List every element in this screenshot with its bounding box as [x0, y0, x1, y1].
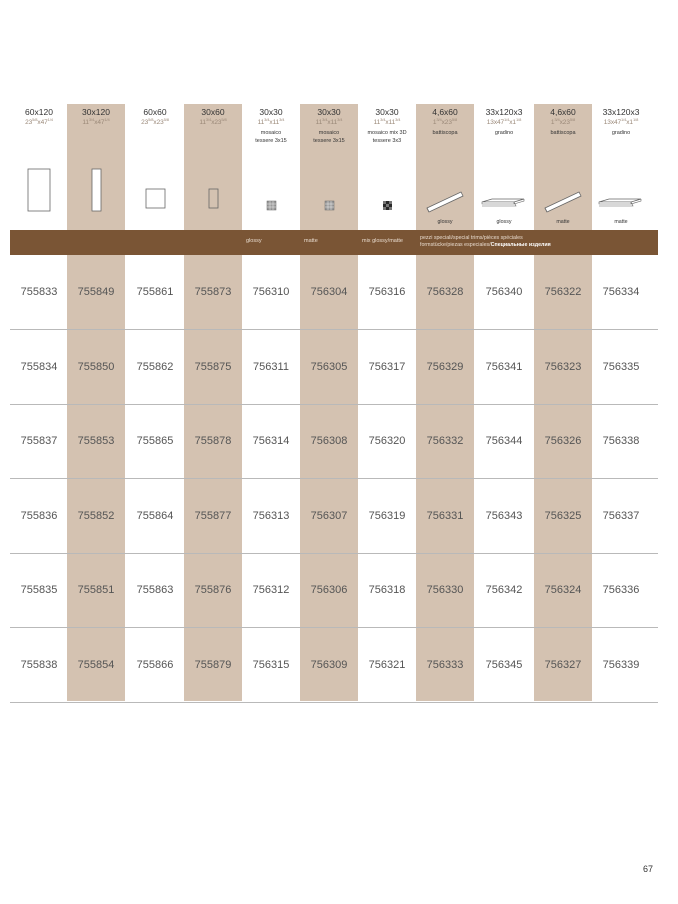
- inch-fraction: 5/8: [32, 117, 38, 122]
- product-code: 755835: [20, 584, 58, 596]
- column-header: [475, 104, 533, 230]
- special-trims-line2: formstücke/piezas especiales/: [420, 242, 491, 248]
- inch-fraction: 3/4: [395, 117, 401, 122]
- inch-mid: x47: [94, 119, 105, 126]
- size-inches: [184, 117, 242, 126]
- product-code: 755875: [194, 360, 232, 373]
- size-inches: [358, 117, 416, 126]
- tile-description: [242, 129, 300, 145]
- inch-mid: x23: [441, 119, 452, 126]
- product-code: 756342: [485, 584, 523, 596]
- product-code: 756324: [544, 584, 582, 596]
- table-row: [10, 255, 658, 330]
- inch-fraction: 5/8: [221, 117, 227, 122]
- product-code: 756309: [310, 658, 348, 671]
- column-header: [126, 104, 184, 230]
- product-code: 756334: [602, 286, 640, 298]
- inch-main: 23: [25, 119, 33, 126]
- band-label-mix: mix glossy/matte: [362, 238, 403, 244]
- inch-main: 13: [486, 119, 494, 126]
- tile-description: [416, 129, 474, 137]
- product-code: 755876: [194, 584, 232, 596]
- product-code: 756312: [252, 584, 290, 596]
- large-rectangle-tile-icon: [11, 166, 67, 218]
- inch-fraction: 3/4: [337, 117, 343, 122]
- product-code: 755865: [136, 435, 174, 447]
- inch-main: 11: [373, 119, 381, 126]
- table-row: [10, 479, 658, 554]
- finish-label: matte: [614, 219, 628, 225]
- tile-description: [592, 129, 650, 137]
- size-inches: [416, 117, 474, 126]
- product-code: 756336: [602, 584, 640, 596]
- product-code: 756319: [368, 509, 406, 522]
- product-code: 756315: [252, 658, 290, 671]
- mosaic-icon: [243, 166, 299, 218]
- skirting-icon: [417, 166, 473, 218]
- table-row: [10, 628, 658, 703]
- product-code: 755837: [20, 435, 58, 447]
- product-code: 755836: [20, 509, 58, 522]
- size-metric: 60x120: [25, 107, 53, 117]
- finish-label: matte: [556, 219, 570, 225]
- inch-fraction: 3/4: [88, 117, 95, 122]
- inch-fraction: 5/8: [148, 117, 154, 122]
- size-metric: 60x60: [143, 107, 167, 117]
- product-code: 756307: [310, 509, 348, 522]
- inch-mid: x11: [269, 119, 280, 126]
- skirting-icon: [535, 166, 591, 218]
- tile-description: [300, 129, 358, 145]
- mosaic-3d-icon: [359, 166, 415, 218]
- description-line: battiscopa: [432, 130, 458, 136]
- product-code: 756304: [310, 286, 348, 298]
- band-label-glossy: glossy: [246, 238, 262, 244]
- rectangle-tile-icon: [185, 166, 241, 218]
- inch-mid: x23: [559, 119, 570, 126]
- size-inches: [534, 117, 592, 126]
- inch-mid: x47: [493, 119, 504, 126]
- step-icon: [476, 166, 532, 218]
- description-line: gradino: [611, 130, 631, 136]
- column-header: [416, 104, 474, 230]
- product-code: 756314: [252, 435, 290, 447]
- inch-fraction: 1/4: [504, 117, 510, 122]
- size-inches: [475, 117, 533, 126]
- product-code: 756326: [544, 435, 582, 447]
- column-header: [67, 104, 125, 230]
- inch-main: 11: [257, 119, 265, 126]
- column-header: [534, 104, 592, 230]
- special-trims-russian: Специальные изделия: [490, 242, 551, 248]
- finish-label: glossy: [437, 219, 453, 225]
- inch-mid: x23: [153, 119, 164, 126]
- inch-mid: x23: [211, 119, 222, 126]
- description-line: tessere 3x15: [255, 138, 287, 144]
- product-code: 756337: [602, 509, 640, 522]
- product-code: 755878: [194, 435, 232, 447]
- inch-fraction: 5/8: [163, 117, 169, 122]
- inch-fraction: 3/4: [322, 117, 328, 122]
- product-code: 755833: [20, 286, 58, 298]
- size-metric: 33x120x3: [602, 107, 640, 117]
- description-line: tessere 3x3: [372, 138, 402, 144]
- inch-fraction: 1/8: [632, 117, 639, 122]
- mosaic-icon: [301, 166, 357, 218]
- inch-fraction: 3/4: [264, 117, 270, 122]
- size-metric: 30x30: [259, 107, 283, 117]
- inch-fraction: 1/8: [515, 117, 522, 122]
- size-inches: [592, 117, 650, 126]
- inch-mid: x47: [610, 119, 621, 126]
- inch-fraction: 3/4: [436, 117, 442, 122]
- size-inches: [126, 117, 184, 126]
- product-code: 756343: [485, 509, 523, 522]
- finish-label: glossy: [496, 219, 512, 225]
- inch-fraction: 1/4: [621, 117, 627, 122]
- product-code: 756339: [602, 658, 640, 671]
- inch-mid: x47: [37, 119, 48, 126]
- product-code: 756306: [310, 584, 348, 596]
- inch-tail: x1: [626, 119, 633, 126]
- product-code: 756345: [485, 658, 523, 671]
- inch-main: 11: [82, 119, 89, 126]
- inch-fraction: 3/4: [205, 117, 212, 122]
- description-line: tessere 3x15: [313, 138, 345, 144]
- product-code: 756333: [426, 658, 464, 671]
- product-code: 756328: [426, 286, 464, 298]
- inch-main: 23: [141, 119, 149, 126]
- column-header: [300, 104, 358, 230]
- product-code: 756327: [544, 658, 582, 671]
- description-line: mosaico: [260, 130, 282, 136]
- product-code: 756321: [368, 658, 406, 671]
- product-code: 756331: [426, 509, 464, 522]
- product-code: 756329: [426, 360, 464, 373]
- size-metric: 33x120x3: [485, 107, 523, 117]
- column-header: [184, 104, 242, 230]
- product-code: 756344: [485, 435, 523, 447]
- inch-main: 1: [550, 119, 555, 126]
- product-code: 755879: [194, 658, 232, 671]
- product-code: 756335: [602, 360, 640, 373]
- inch-fraction: 3/4: [279, 117, 285, 122]
- product-code: 755850: [77, 360, 115, 373]
- inch-mid: x11: [385, 119, 396, 126]
- product-code: 756338: [602, 435, 640, 447]
- product-code: 755877: [194, 509, 232, 522]
- product-code: 756310: [252, 286, 290, 298]
- size-inches: [67, 117, 125, 126]
- product-code: 756305: [310, 360, 348, 373]
- size-inches: [242, 117, 300, 126]
- inch-main: 11: [199, 119, 206, 126]
- inch-tail: x1: [509, 119, 516, 126]
- product-code: 755853: [77, 435, 115, 447]
- product-code: 755873: [194, 286, 232, 298]
- tile-description: [534, 129, 592, 137]
- table-row: [10, 330, 658, 405]
- inch-main: 1: [432, 119, 437, 126]
- finish-band: [10, 230, 658, 255]
- size-metric: 4,6x60: [432, 107, 458, 117]
- product-code: 756341: [485, 360, 523, 373]
- size-metric: 30x30: [317, 107, 341, 117]
- inch-fraction: 5/8: [451, 117, 458, 122]
- page-number: 67: [643, 864, 654, 874]
- special-trims-line1: pezzi speciali/special trims/pièces spéciales: [420, 235, 523, 241]
- inch-fraction: 1/4: [104, 117, 110, 122]
- product-code: 756317: [368, 360, 406, 373]
- inch-fraction: 3/4: [380, 117, 386, 122]
- inch-mid: x11: [327, 119, 338, 126]
- description-line: mosaico mix 3D: [367, 130, 407, 136]
- product-code: 755854: [77, 658, 115, 671]
- product-code: 755849: [77, 286, 115, 298]
- product-code: 756330: [426, 584, 464, 596]
- table-row: [10, 404, 658, 479]
- long-narrow-tile-icon: [68, 166, 124, 218]
- inch-fraction: 3/4: [554, 117, 560, 122]
- product-code: 756308: [310, 435, 348, 447]
- tile-description: [475, 129, 533, 137]
- column-header: [358, 104, 416, 230]
- product-code: 755852: [77, 509, 115, 522]
- column-header: [10, 104, 68, 230]
- product-code: 755838: [20, 658, 58, 671]
- inch-main: 11: [315, 119, 323, 126]
- size-metric: 30x30: [375, 107, 399, 117]
- product-code: 755866: [136, 658, 174, 671]
- size-metric: 4,6x60: [550, 107, 576, 117]
- description-line: gradino: [494, 130, 514, 136]
- size-inches: [300, 117, 358, 126]
- square-tile-icon: [127, 166, 183, 218]
- product-code: 756316: [368, 286, 406, 298]
- step-icon: [593, 166, 649, 218]
- product-code: 755851: [77, 584, 115, 596]
- product-code: 756322: [544, 286, 582, 298]
- product-code: 756320: [368, 435, 406, 447]
- size-metric: 30x60: [201, 107, 225, 117]
- product-code: 756318: [368, 584, 406, 596]
- band-label-matte: matte: [304, 238, 318, 244]
- product-code: 756340: [485, 286, 523, 298]
- inch-main: 13: [603, 119, 611, 126]
- product-code: 755861: [136, 286, 174, 298]
- product-code: 756332: [426, 435, 464, 447]
- product-code: 755862: [136, 360, 174, 373]
- product-code: 755864: [136, 509, 174, 522]
- tile-description: [358, 129, 416, 145]
- product-code: 755834: [20, 360, 58, 373]
- product-code: 756323: [544, 360, 582, 373]
- product-code: 756325: [544, 509, 582, 522]
- column-header: [592, 104, 650, 230]
- inch-fraction: 1/4: [47, 117, 53, 122]
- product-code: 756313: [252, 509, 290, 522]
- product-code: 756311: [253, 360, 289, 373]
- table-row: [10, 553, 658, 628]
- size-inches: [10, 117, 68, 126]
- column-header: [242, 104, 300, 230]
- inch-fraction: 5/8: [569, 117, 576, 122]
- description-line: mosaico: [318, 130, 340, 136]
- description-line: battiscopa: [550, 130, 576, 136]
- size-metric: 30x120: [82, 107, 110, 117]
- product-code: 755863: [136, 584, 174, 596]
- special-trims-label: [420, 235, 551, 249]
